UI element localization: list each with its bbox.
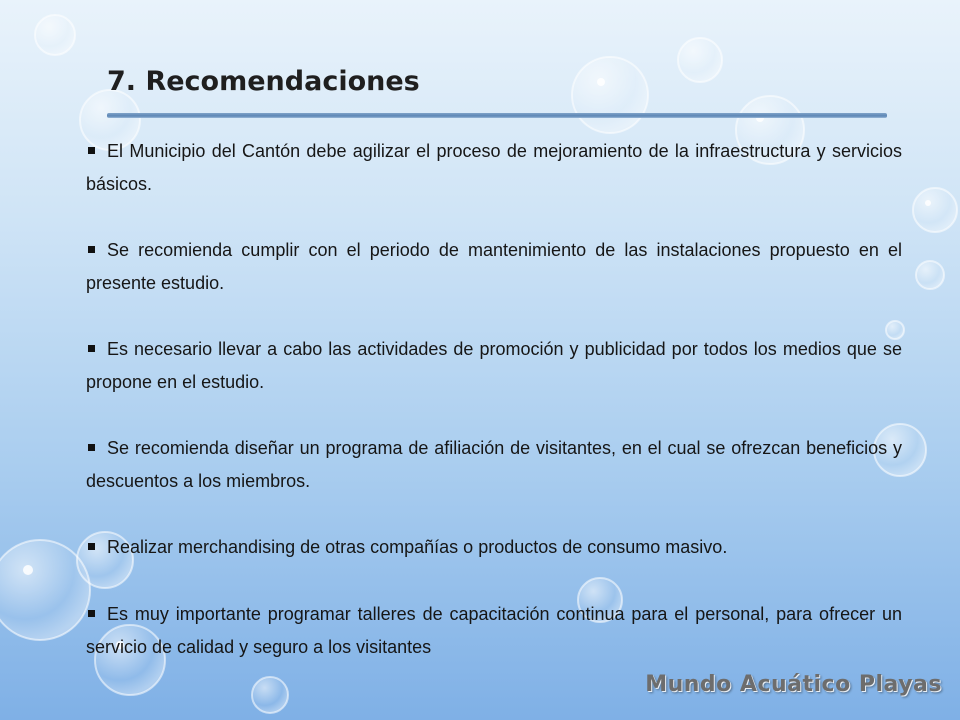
title-underline <box>107 113 887 118</box>
list-item-text: Realizar merchandising de otras compañías o productos de consumo masivo. <box>107 537 728 557</box>
list-item <box>86 598 902 664</box>
bullet-square-icon <box>88 246 95 253</box>
brand-logo-text: Mundo Acuático Playas <box>645 672 942 697</box>
bullet-square-icon <box>88 444 95 451</box>
bullet-square-icon <box>88 543 95 550</box>
list-item <box>86 432 902 498</box>
list-item <box>86 531 902 564</box>
list-item <box>86 135 902 201</box>
list-item-text: El Municipio del Cantón debe agilizar el proceso de mejoramiento de la infraestructura y servicios básicos. <box>86 141 902 194</box>
bullet-square-icon <box>88 610 95 617</box>
bullet-square-icon <box>88 345 95 352</box>
list-item-text: Es necesario llevar a cabo las actividades de promoción y publicidad por todos los medios que se propone en el estudio. <box>86 339 902 392</box>
list-item-text: Se recomienda cumplir con el periodo de mantenimiento de las instalaciones propuesto en el presente estudio. <box>86 240 902 293</box>
list-item <box>86 234 902 300</box>
list-item-text: Se recomienda diseñar un programa de afiliación de visitantes, en el cual se ofrezcan beneficios y descuentos a los miembros. <box>86 438 902 491</box>
list-item-text: Es muy importante programar talleres de capacitación continua para el personal, para ofrecer un servicio de calidad y seguro a los visitantes <box>86 604 902 657</box>
recommendation-list <box>86 135 902 697</box>
list-item <box>86 333 902 399</box>
bullet-square-icon <box>88 147 95 154</box>
page-title: 7. Recomendaciones <box>107 66 420 97</box>
